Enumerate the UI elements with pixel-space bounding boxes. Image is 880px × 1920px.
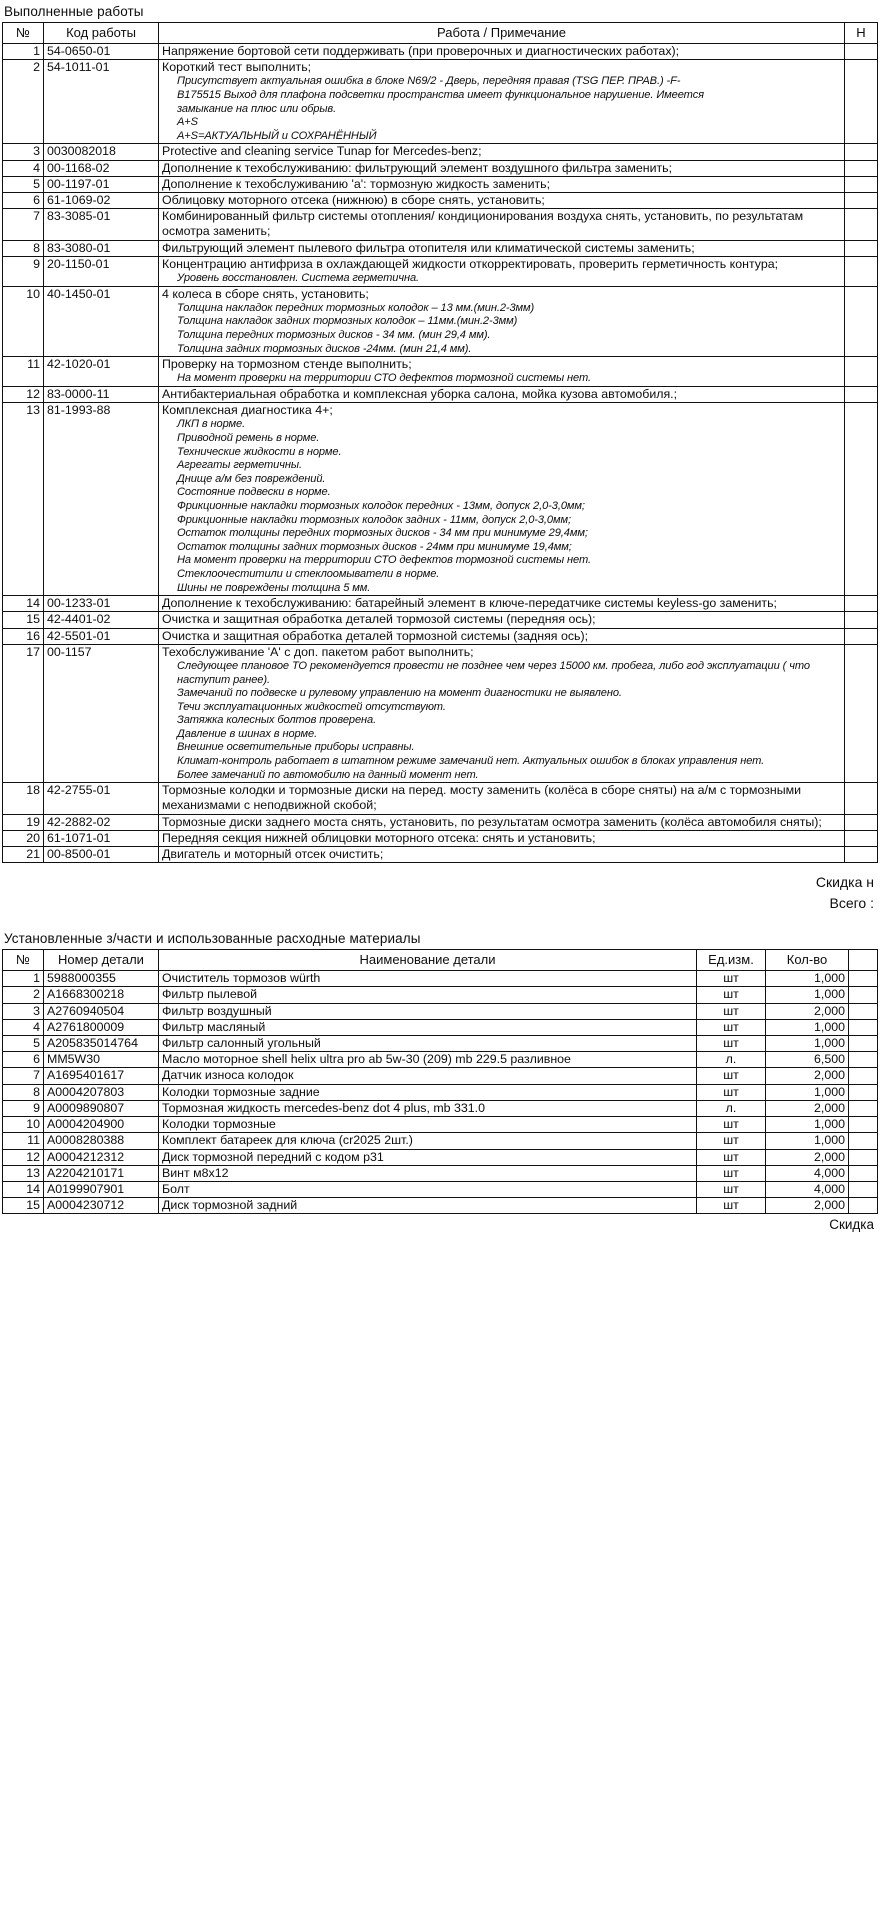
works-row-main-text: Тормозные диски заднего моста снять, установить, по результатам осмотра заменить (колёса автомобиля сняты);	[162, 814, 822, 829]
works-row-note: Присутствует актуальная ошибка в блоке N69/2 - Дверь, передняя правая (TSG ПЕР. ПРАВ.) -F-	[177, 75, 681, 88]
works-row	[3, 830, 878, 846]
parts-row-unit: шт	[697, 1084, 766, 1100]
works-row	[3, 286, 878, 357]
parts-col-price	[849, 950, 878, 971]
works-row-main-text: Очистка и защитная обработка деталей тормозной системы (задняя ось);	[162, 628, 589, 643]
works-row-description	[159, 830, 845, 846]
works-row-note: Внешние осветительные приборы исправны.	[177, 741, 415, 754]
parts-row-article: A0004204900	[44, 1117, 159, 1133]
parts-row-name: Колодки тормозные	[159, 1117, 697, 1133]
works-row	[3, 209, 878, 240]
works-row-num: 11	[3, 357, 44, 387]
works-row-code: 61-1069-02	[44, 192, 159, 208]
works-row-note: A+S=АКТУАЛЬНЫЙ и СОХРАНЁННЫЙ	[177, 129, 377, 142]
parts-row	[3, 1117, 878, 1133]
works-row-main-text: Техобслуживание 'A' с доп. пакетом работ выполнить;	[162, 644, 474, 659]
works-totals	[2, 872, 878, 914]
parts-row-unit: шт	[697, 1068, 766, 1084]
works-row-note: На момент проверки на территории СТО дефектов тормозной системы нет.	[177, 554, 591, 567]
parts-row-price	[849, 1052, 878, 1068]
works-row-hours	[845, 209, 878, 240]
parts-header-row	[3, 950, 878, 971]
works-row-num: 12	[3, 386, 44, 402]
parts-row-name: Фильтр салонный угольный	[159, 1036, 697, 1052]
parts-row-name: Колодки тормозные задние	[159, 1084, 697, 1100]
works-row-hours	[845, 357, 878, 387]
works-row-note: Остаток толщины передних тормозных дисков - 34 мм при минимуме 29,4мм;	[177, 527, 588, 540]
works-row	[3, 192, 878, 208]
parts-col-qty: Кол-во	[766, 950, 849, 971]
works-row-note: На момент проверки на территории СТО дефектов тормозной системы нет.	[177, 372, 591, 385]
parts-row-price	[849, 1181, 878, 1197]
works-row-hours	[845, 596, 878, 612]
works-row-main-text: Короткий тест выполнить;	[162, 60, 312, 75]
parts-row-price	[849, 1117, 878, 1133]
works-row	[3, 144, 878, 160]
works-row-main-text: Тормозные колодки и тормозные диски на перед. мосту заменить (колёса в сборе сняты) на а/м с тормозными механизмами с неподвижной скобой;	[162, 783, 802, 813]
parts-section-caption: Установленные з/части и использованные расходные материалы	[4, 931, 421, 947]
works-row-description	[159, 403, 845, 596]
works-row-hours	[845, 847, 878, 863]
parts-row-name: Комплект батареек для ключа (cr2025 2шт.)	[159, 1133, 697, 1149]
parts-row	[3, 1068, 878, 1084]
works-row-code: 00-8500-01	[44, 847, 159, 863]
parts-row-name: Фильтр масляный	[159, 1019, 697, 1035]
works-row	[3, 847, 878, 863]
parts-row-name: Диск тормозной передний с кодом p31	[159, 1149, 697, 1165]
works-row-code: 00-1157	[44, 644, 159, 783]
works-row-hours	[845, 386, 878, 402]
works-row-note: Приводной ремень в норме.	[177, 431, 320, 444]
works-row	[3, 814, 878, 830]
parts-row-num: 5	[3, 1036, 44, 1052]
works-row-hours	[845, 144, 878, 160]
works-row-main-text: Protective and cleaning service Tunap for Mercedes-benz;	[162, 144, 482, 159]
parts-row-qty: 2,000	[766, 1003, 849, 1019]
parts-row-article: 5988000355	[44, 971, 159, 987]
works-row-note: Уровень восстановлен. Система герметична.	[177, 272, 420, 284]
parts-row	[3, 1036, 878, 1052]
works-row-num: 19	[3, 814, 44, 830]
parts-row-name: Масло моторное shell helix ultra pro ab 5w-30 (209) mb 229.5 разливное	[159, 1052, 697, 1068]
works-row	[3, 240, 878, 256]
parts-row	[3, 1084, 878, 1100]
parts-row-article: MM5W30	[44, 1052, 159, 1068]
parts-row-article: A0199907901	[44, 1181, 159, 1197]
parts-row-article: A1695401617	[44, 1068, 159, 1084]
parts-row-unit: шт	[697, 987, 766, 1003]
parts-row-name: Очиститель тормозов würth	[159, 971, 697, 987]
parts-row-qty: 2,000	[766, 1149, 849, 1165]
parts-row-qty: 1,000	[766, 971, 849, 987]
parts-row-price	[849, 1133, 878, 1149]
parts-table-head	[3, 950, 878, 971]
works-row-code: 42-2882-02	[44, 814, 159, 830]
works-row-main-text: Комбинированный фильтр системы отопления/ кондиционирования воздуха снять, установить, по результатам осмотра заменить;	[162, 209, 804, 239]
works-row-main-text: Передняя секция нижней облицовки моторного отсека: снять и установить;	[162, 830, 596, 845]
works-row-description	[159, 240, 845, 256]
works-row	[3, 644, 878, 783]
parts-row-article: A0009890807	[44, 1100, 159, 1116]
works-row-hours	[845, 256, 878, 286]
works-row-code: 42-4401-02	[44, 612, 159, 628]
works-row-num: 15	[3, 612, 44, 628]
parts-row-article: A205835014764	[44, 1036, 159, 1052]
parts-row-qty: 1,000	[766, 1117, 849, 1133]
discount-line: Скидка н	[815, 874, 874, 891]
works-table-head	[3, 23, 878, 44]
parts-row-num: 3	[3, 1003, 44, 1019]
total-line: Всего :	[829, 895, 874, 912]
works-row-code: 83-3080-01	[44, 240, 159, 256]
works-row-description	[159, 286, 845, 357]
works-row-description	[159, 192, 845, 208]
parts-row-name: Фильтр воздушный	[159, 1003, 697, 1019]
works-row-note: Климат-контроль работает в штатном режиме замечаний нет. Актуальных ошибок в блоках управления нет.	[177, 755, 765, 768]
works-row-description	[159, 596, 845, 612]
works-row-num: 7	[3, 209, 44, 240]
parts-row-price	[849, 987, 878, 1003]
works-row-code: 83-0000-11	[44, 386, 159, 402]
works-row-description	[159, 60, 845, 144]
works-row-num: 4	[3, 160, 44, 176]
parts-col-num: №	[3, 950, 44, 971]
works-row-note: Фрикционные накладки тормозных колодок задних - 11мм, допуск 2,0-3,0мм;	[177, 513, 571, 526]
works-row-code: 42-2755-01	[44, 783, 159, 814]
works-row-code: 83-3085-01	[44, 209, 159, 240]
parts-row	[3, 1198, 878, 1214]
works-row-hours	[845, 612, 878, 628]
works-row-note: Стеклоочеститили и стеклоомыватели в норме.	[177, 567, 440, 580]
parts-row-price	[849, 1198, 878, 1214]
works-row-main-text: Дополнение к техобслуживанию: батарейный элемент в ключе-передатчике системы keyless-go заменить;	[162, 596, 777, 611]
works-row-description	[159, 44, 845, 60]
works-row-main-text: Антибактериальная обработка и комплексная уборка салона, мойка кузова автомобиля.;	[162, 386, 678, 401]
works-row-num: 2	[3, 60, 44, 144]
works-row-num: 14	[3, 596, 44, 612]
works-row-note: замыкание на плюс или обрыв.	[177, 102, 337, 115]
parts-row-num: 10	[3, 1117, 44, 1133]
parts-row-price	[849, 1003, 878, 1019]
parts-row-name: Диск тормозной задний	[159, 1198, 697, 1214]
parts-row-qty: 6,500	[766, 1052, 849, 1068]
works-row-description	[159, 628, 845, 644]
parts-row-num: 14	[3, 1181, 44, 1197]
works-row-hours	[845, 628, 878, 644]
parts-row-unit: шт	[697, 1019, 766, 1035]
parts-row-article: A0004212312	[44, 1149, 159, 1165]
works-row-code: 42-5501-01	[44, 628, 159, 644]
works-row-main-text: Двигатель и моторный отсек очистить;	[162, 847, 384, 862]
works-header-row	[3, 23, 878, 44]
works-row-note: Следующее плановое ТО рекомендуется провести не позднее чем через 15000 км. пробега, либо год эксплуатации ( что наступит ранее).	[177, 659, 810, 686]
parts-row-unit: шт	[697, 1165, 766, 1181]
works-row	[3, 628, 878, 644]
parts-row-unit: шт	[697, 1003, 766, 1019]
parts-row-unit: шт	[697, 1133, 766, 1149]
works-row	[3, 783, 878, 814]
works-row-note: Агрегаты герметичны.	[177, 459, 302, 472]
parts-row-num: 12	[3, 1149, 44, 1165]
parts-row-price	[849, 1068, 878, 1084]
works-row-num: 10	[3, 286, 44, 357]
parts-row-num: 6	[3, 1052, 44, 1068]
works-row-num: 16	[3, 628, 44, 644]
works-row	[3, 403, 878, 596]
parts-row-num: 4	[3, 1019, 44, 1035]
works-row-hours	[845, 403, 878, 596]
works-table	[2, 22, 878, 863]
works-row-code: 42-1020-01	[44, 357, 159, 387]
works-row-description	[159, 644, 845, 783]
parts-row	[3, 987, 878, 1003]
works-row-num: 5	[3, 176, 44, 192]
works-row	[3, 256, 878, 286]
parts-row-num: 15	[3, 1198, 44, 1214]
works-col-h: H	[845, 23, 878, 44]
works-row-description	[159, 357, 845, 387]
works-row-main-text: Дополнение к техобслуживанию 'a': тормозную жидкость заменить;	[162, 176, 551, 191]
parts-row-price	[849, 1100, 878, 1116]
parts-row-qty: 1,000	[766, 1133, 849, 1149]
works-row	[3, 386, 878, 402]
works-row-main-text: Напряжение бортовой сети поддерживать (при проверочных и диагностических работах);	[162, 44, 680, 58]
works-row-hours	[845, 192, 878, 208]
works-row-num: 6	[3, 192, 44, 208]
works-row-main-text: Концентрацию антифриза в охлаждающей жидкости откорректировать, проверить герметичность контура;	[162, 256, 779, 271]
works-row-code: 00-1197-01	[44, 176, 159, 192]
works-row	[3, 596, 878, 612]
works-col-work: Работа / Примечание	[159, 23, 845, 44]
works-row-main-text: Фильтрующий элемент пылевого фильтра отопителя или климатической системы заменить;	[162, 240, 695, 255]
parts-row-qty: 1,000	[766, 1084, 849, 1100]
parts-row-unit: л.	[697, 1052, 766, 1068]
parts-row-qty: 4,000	[766, 1165, 849, 1181]
works-row-hours	[845, 814, 878, 830]
works-row-note: Фрикционные накладки тормозных колодок передних - 13мм, допуск 2,0-3,0мм;	[177, 499, 585, 512]
parts-row	[3, 971, 878, 987]
parts-row-name: Тормозная жидкость mercedes-benz dot 4 plus, mb 331.0	[159, 1100, 697, 1116]
parts-row-num: 11	[3, 1133, 44, 1149]
works-row-code: 00-1233-01	[44, 596, 159, 612]
works-row-note: Днище а/м без повреждений.	[177, 472, 326, 485]
works-row-description	[159, 176, 845, 192]
parts-row-unit: шт	[697, 1117, 766, 1133]
parts-row-qty: 1,000	[766, 1019, 849, 1035]
parts-row-qty: 2,000	[766, 1100, 849, 1116]
works-row-num: 1	[3, 44, 44, 60]
works-row-note: Затяжка колесных болтов проверена.	[177, 714, 377, 727]
parts-row-article: A0004207803	[44, 1084, 159, 1100]
works-row-code: 61-1071-01	[44, 830, 159, 846]
works-row-code: 20-1150-01	[44, 256, 159, 286]
works-row-description	[159, 814, 845, 830]
works-row-note: Толщина передних тормозных дисков - 34 мм. (мин 29,4 мм).	[177, 328, 491, 341]
works-row-description	[159, 256, 845, 286]
works-row-note: Течи эксплуатационных жидкостей отсутствуют.	[177, 700, 446, 713]
parts-row-unit: шт	[697, 971, 766, 987]
works-row-note: Состояние подвески в норме.	[177, 486, 331, 499]
works-row-code: 00-1168-02	[44, 160, 159, 176]
parts-row	[3, 1149, 878, 1165]
parts-row-article: A0008280388	[44, 1133, 159, 1149]
works-row-num: 17	[3, 644, 44, 783]
works-row-note: Замечаний по подвеске и рулевому управлению на момент диагностики не выявлено.	[177, 687, 622, 700]
works-row	[3, 44, 878, 60]
works-row-note: Остаток толщины задних тормозных дисков - 24мм при минимуме 19,4мм;	[177, 540, 572, 553]
works-row-main-text: Комплексная диагностика 4+;	[162, 403, 333, 418]
works-row-note: Технические жидкости в норме.	[177, 445, 342, 458]
parts-row	[3, 1165, 878, 1181]
parts-row-unit: шт	[697, 1198, 766, 1214]
works-row-hours	[845, 240, 878, 256]
parts-row-article: A2204210171	[44, 1165, 159, 1181]
works-row	[3, 612, 878, 628]
works-row	[3, 176, 878, 192]
parts-row-num: 2	[3, 987, 44, 1003]
works-row-main-text: Облицовку моторного отсека (нижнюю) в сборе снять, установить;	[162, 192, 545, 207]
parts-discount-label: Скидка	[829, 1217, 874, 1233]
parts-row	[3, 1133, 878, 1149]
parts-row-num: 1	[3, 971, 44, 987]
works-row-note: Толщина накладок передних тормозных колодок – 13 мм.(мин.2-3мм)	[177, 301, 535, 314]
parts-row	[3, 1181, 878, 1197]
works-row-num: 9	[3, 256, 44, 286]
works-row-note: Толщина накладок задних тормозных колодок – 11мм.(мин.2-3мм)	[177, 315, 518, 328]
works-row	[3, 60, 878, 144]
parts-row-price	[849, 1149, 878, 1165]
works-row-code: 54-1011-01	[44, 60, 159, 144]
parts-row-article: A2761800009	[44, 1019, 159, 1035]
works-row-description	[159, 209, 845, 240]
works-row	[3, 160, 878, 176]
parts-row-qty: 1,000	[766, 987, 849, 1003]
works-row-hours	[845, 160, 878, 176]
works-row-code: 0030082018	[44, 144, 159, 160]
parts-row-qty: 2,000	[766, 1068, 849, 1084]
works-row-num: 21	[3, 847, 44, 863]
parts-row-unit: л.	[697, 1100, 766, 1116]
works-row-note: ЛКП в норме.	[177, 418, 246, 431]
works-row-num: 13	[3, 403, 44, 596]
parts-row-price	[849, 971, 878, 987]
parts-table	[2, 949, 878, 1214]
parts-row-name: Винт м8х12	[159, 1165, 697, 1181]
parts-row	[3, 1100, 878, 1116]
works-row-note: Шины не повреждены толщина 5 мм.	[177, 581, 371, 594]
works-row-note: A+S	[177, 116, 198, 129]
parts-row-num: 8	[3, 1084, 44, 1100]
works-row-main-text: Проверку на тормозном стенде выполнить;	[162, 357, 412, 372]
works-row-note: Толщина задних тормозных дисков -24мм. (мин 21,4 мм).	[177, 342, 472, 355]
works-row-hours	[845, 644, 878, 783]
parts-table-body	[3, 971, 878, 1214]
parts-row-num: 13	[3, 1165, 44, 1181]
parts-row-qty: 2,000	[766, 1198, 849, 1214]
works-table-body	[3, 44, 878, 863]
parts-row-price	[849, 1036, 878, 1052]
parts-row	[3, 1019, 878, 1035]
works-row-hours	[845, 830, 878, 846]
parts-row-num: 7	[3, 1068, 44, 1084]
works-row-description	[159, 386, 845, 402]
parts-row-unit: шт	[697, 1036, 766, 1052]
parts-row-name: Болт	[159, 1181, 697, 1197]
works-row-code: 54-0650-01	[44, 44, 159, 60]
works-row-note: Давление в шинах в норме.	[177, 727, 318, 740]
parts-row-article: A0004230712	[44, 1198, 159, 1214]
works-row-main-text: 4 колеса в сборе снять, установить;	[162, 286, 369, 301]
works-row-description	[159, 847, 845, 863]
works-row-hours	[845, 783, 878, 814]
parts-row-price	[849, 1165, 878, 1181]
works-col-num: №	[3, 23, 44, 44]
works-row-description	[159, 144, 845, 160]
parts-col-name: Наименование детали	[159, 950, 697, 971]
parts-row-name: Фильтр пылевой	[159, 987, 697, 1003]
works-row-code: 40-1450-01	[44, 286, 159, 357]
works-row-description	[159, 783, 845, 814]
parts-row-num: 9	[3, 1100, 44, 1116]
works-row-hours	[845, 44, 878, 60]
works-row-hours	[845, 176, 878, 192]
parts-row-article: A2760940504	[44, 1003, 159, 1019]
works-section-caption: Выполненные работы	[4, 4, 144, 19]
parts-row-unit: шт	[697, 1181, 766, 1197]
parts-col-article: Номер детали	[44, 950, 159, 971]
parts-row-qty: 1,000	[766, 1036, 849, 1052]
works-row-num: 8	[3, 240, 44, 256]
works-row-main-text: Очистка и защитная обработка деталей тормозой системы (передняя ось);	[162, 612, 596, 627]
parts-row-unit: шт	[697, 1149, 766, 1165]
works-row-num: 20	[3, 830, 44, 846]
works-row-main-text: Дополнение к техобслуживанию: фильтрующий элемент воздушного фильтра заменить;	[162, 160, 673, 175]
works-row-description	[159, 160, 845, 176]
parts-row	[3, 1003, 878, 1019]
works-row-num: 3	[3, 144, 44, 160]
works-row-description	[159, 612, 845, 628]
works-row-note: Более замечаний по автомобилю на данный момент нет.	[177, 768, 479, 781]
parts-row-price	[849, 1084, 878, 1100]
works-row-num: 18	[3, 783, 44, 814]
parts-row-price	[849, 1019, 878, 1035]
works-row	[3, 357, 878, 387]
works-row-note: B175515 Выход для плафона подсветки пространства имеет функциональное нарушение. Имеется	[177, 89, 704, 101]
parts-row-article: A1668300218	[44, 987, 159, 1003]
works-row-hours	[845, 60, 878, 144]
works-col-code: Код работы	[44, 23, 159, 44]
works-row-code: 81-1993-88	[44, 403, 159, 596]
parts-row	[3, 1052, 878, 1068]
parts-col-unit: Ед.изм.	[697, 950, 766, 971]
parts-row-name: Датчик износа колодок	[159, 1068, 697, 1084]
parts-row-qty: 4,000	[766, 1181, 849, 1197]
works-row-hours	[845, 286, 878, 357]
